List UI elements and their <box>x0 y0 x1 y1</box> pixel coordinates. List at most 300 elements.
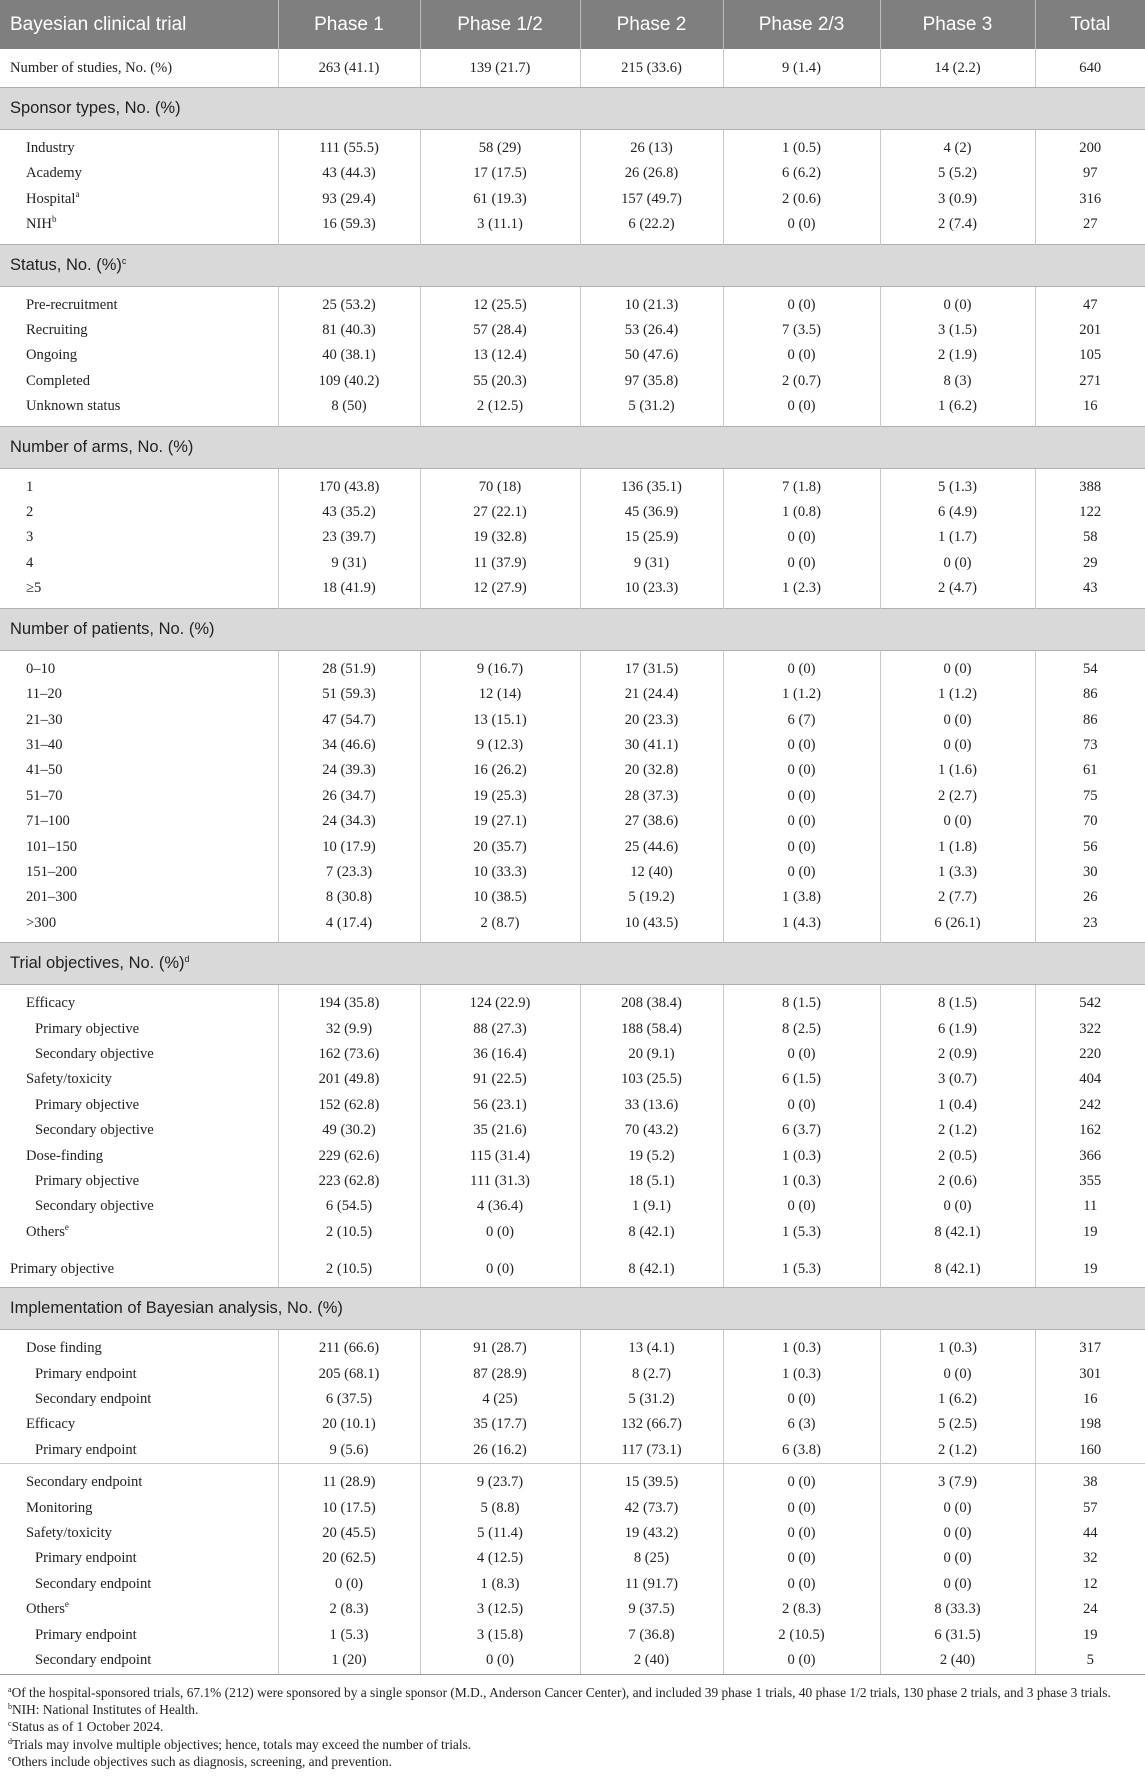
value-cell: 211 (66.6) <box>278 1330 420 1362</box>
value-cell: 7 (23.3) <box>278 860 420 885</box>
row-label-text: 41–50 <box>26 762 63 779</box>
row-label <box>0 1597 278 1622</box>
total-cell: 5 <box>1035 1648 1145 1674</box>
value-cell: 2 (7.4) <box>880 212 1035 244</box>
value-cell: 0 (0) <box>723 1093 880 1118</box>
row-label-text: 11–20 <box>26 686 62 703</box>
value-cell: 10 (38.5) <box>420 885 580 910</box>
value-cell: 9 (1.4) <box>723 49 880 88</box>
value-cell: 2 (0.6) <box>880 1169 1035 1194</box>
value-cell: 26 (26.8) <box>580 161 723 186</box>
value-cell: 13 (4.1) <box>580 1330 723 1362</box>
section-header-row <box>0 608 1145 650</box>
value-cell: 2 (4.7) <box>880 576 1035 608</box>
value-cell: 26 (16.2) <box>420 1438 580 1464</box>
value-cell: 14 (2.2) <box>880 49 1035 88</box>
value-cell: 2 (1.9) <box>880 343 1035 368</box>
value-cell: 0 (0) <box>723 1546 880 1571</box>
value-cell: 8 (1.5) <box>880 985 1035 1017</box>
value-cell: 1 (2.3) <box>723 576 880 608</box>
table-row <box>0 369 1145 394</box>
value-cell: 11 (37.9) <box>420 551 580 576</box>
value-cell: 152 (62.8) <box>278 1093 420 1118</box>
header-cell: Phase 2 <box>580 0 723 49</box>
table-row <box>0 500 1145 525</box>
value-cell: 6 (22.2) <box>580 212 723 244</box>
value-cell: 20 (10.1) <box>278 1412 420 1437</box>
row-label-text: Primary endpoint <box>35 1365 137 1382</box>
value-cell: 208 (38.4) <box>580 985 723 1017</box>
value-cell: 2 (0.7) <box>723 369 880 394</box>
value-cell: 2 (12.5) <box>420 394 580 426</box>
value-cell: 136 (35.1) <box>580 468 723 500</box>
table-row <box>0 733 1145 758</box>
row-label-text: Safety/toxicity <box>26 1525 112 1542</box>
value-cell: 5 (2.5) <box>880 1412 1035 1437</box>
total-cell: 122 <box>1079 504 1102 521</box>
row-label <box>0 551 278 576</box>
row-label-text: Efficacy <box>26 1416 76 1433</box>
table-row <box>0 212 1145 244</box>
value-cell: 91 (22.5) <box>420 1067 580 1092</box>
row-label-text: Academy <box>26 165 82 182</box>
value-cell: 42 (73.7) <box>580 1496 723 1521</box>
value-cell: 6 (37.5) <box>278 1387 420 1412</box>
total-cell: 388 <box>1079 478 1102 495</box>
table-row <box>0 758 1145 783</box>
value-cell: 15 (39.5) <box>580 1464 723 1496</box>
value-cell: 27 (38.6) <box>580 809 723 834</box>
value-cell: 19 (5.2) <box>580 1144 723 1169</box>
header-cell: Bayesian clinical trial <box>0 0 278 49</box>
value-cell: 139 (21.7) <box>420 49 580 88</box>
value-cell: 4 (17.4) <box>278 911 420 943</box>
value-cell: 1 (20) <box>278 1648 420 1674</box>
table-row <box>0 1169 1145 1194</box>
value-cell: 5 (31.2) <box>580 394 723 426</box>
footnote-marker: b <box>51 214 57 225</box>
total-cell: 316 <box>1079 190 1102 207</box>
section-label <box>0 1288 1145 1330</box>
total-cell: 61 <box>1082 762 1098 779</box>
row-label <box>0 1464 278 1496</box>
total-cell: 86 <box>1082 711 1098 728</box>
value-cell: 19 (32.8) <box>420 525 580 550</box>
value-cell: 0 (0) <box>723 286 880 318</box>
value-cell: 1 (0.3) <box>880 1330 1035 1362</box>
total-cell: 29 <box>1082 554 1098 571</box>
row-label <box>0 1623 278 1648</box>
value-cell: 87 (28.9) <box>420 1362 580 1387</box>
value-cell: 0 (0) <box>880 708 1035 733</box>
value-cell: 3 (15.8) <box>420 1623 580 1648</box>
value-cell: 2 (2.7) <box>880 784 1035 809</box>
row-label <box>0 369 278 394</box>
value-cell: 26 (13) <box>580 130 723 162</box>
total-cell: 24 <box>1082 1601 1098 1618</box>
value-cell: 3 (11.1) <box>420 212 580 244</box>
value-cell: 1 (6.2) <box>880 1387 1035 1412</box>
value-cell: 61 (19.3) <box>420 187 580 212</box>
row-label <box>0 1067 278 1092</box>
value-cell: 109 (40.2) <box>278 369 420 394</box>
value-cell: 19 (27.1) <box>420 809 580 834</box>
table-row <box>0 1496 1145 1521</box>
value-cell: 5 (31.2) <box>580 1387 723 1412</box>
value-cell: 0 (0) <box>723 551 880 576</box>
row-label <box>0 885 278 910</box>
footnote-marker: e <box>64 1599 69 1610</box>
row-label-text: Dose-finding <box>26 1147 104 1164</box>
value-cell: 0 (0) <box>723 394 880 426</box>
value-cell: 35 (21.6) <box>420 1118 580 1143</box>
row-label-text: Primary objective <box>35 1020 140 1037</box>
value-cell: 6 (7) <box>723 708 880 733</box>
total-cell: 198 <box>1079 1416 1102 1433</box>
total-cell: 404 <box>1079 1071 1102 1088</box>
value-cell: 88 (27.3) <box>420 1017 580 1042</box>
value-cell: 6 (3) <box>723 1412 880 1437</box>
value-cell: 1 (0.3) <box>723 1330 880 1362</box>
value-cell: 12 (40) <box>580 860 723 885</box>
value-cell: 5 (11.4) <box>420 1521 580 1546</box>
value-cell: 8 (3) <box>880 369 1035 394</box>
value-cell: 24 (39.3) <box>278 758 420 783</box>
row-label-text: 201–300 <box>26 889 78 906</box>
total-cell: 322 <box>1079 1020 1102 1037</box>
section-label <box>0 88 1145 130</box>
value-cell: 5 (8.8) <box>420 1496 580 1521</box>
value-cell: 0 (0) <box>723 1496 880 1521</box>
row-label <box>0 1042 278 1067</box>
value-cell: 3 (1.5) <box>880 318 1035 343</box>
total-cell: 86 <box>1082 686 1098 703</box>
total-cell: 23 <box>1082 914 1098 931</box>
table-row <box>0 394 1145 426</box>
table-row <box>0 784 1145 809</box>
row-label <box>0 1496 278 1521</box>
row-label-text: Hospital <box>26 190 76 207</box>
value-cell: 263 (41.1) <box>278 49 420 88</box>
row-label <box>0 1251 278 1288</box>
value-cell: 81 (40.3) <box>278 318 420 343</box>
row-label <box>0 1546 278 1571</box>
value-cell: 8 (50) <box>278 394 420 426</box>
value-cell: 8 (42.1) <box>880 1251 1035 1288</box>
value-cell: 1 (8.3) <box>420 1572 580 1597</box>
value-cell: 0 (0) <box>880 1194 1035 1219</box>
total-cell: 43 <box>1082 580 1098 597</box>
value-cell: 2 (8.3) <box>278 1597 420 1622</box>
total-cell: 19 <box>1082 1626 1098 1643</box>
value-cell: 97 (35.8) <box>580 369 723 394</box>
value-cell: 9 (12.3) <box>420 733 580 758</box>
value-cell: 1 (5.3) <box>723 1220 880 1251</box>
value-cell: 16 (26.2) <box>420 758 580 783</box>
table-row <box>0 1648 1145 1674</box>
table-row <box>0 318 1145 343</box>
value-cell: 0 (0) <box>723 525 880 550</box>
table-row <box>0 1546 1145 1571</box>
footnote-marker: e <box>8 1754 12 1764</box>
value-cell: 8 (2.7) <box>580 1362 723 1387</box>
value-cell: 6 (3.8) <box>723 1438 880 1464</box>
value-cell: 2 (0.9) <box>880 1042 1035 1067</box>
row-label <box>0 1572 278 1597</box>
value-cell: 205 (68.1) <box>278 1362 420 1387</box>
row-label-text: Industry <box>26 140 75 156</box>
total-cell: 317 <box>1079 1340 1102 1357</box>
value-cell: 9 (31) <box>580 551 723 576</box>
value-cell: 10 (17.5) <box>278 1496 420 1521</box>
value-cell: 10 (21.3) <box>580 286 723 318</box>
value-cell: 0 (0) <box>723 733 880 758</box>
value-cell: 10 (43.5) <box>580 911 723 943</box>
value-cell: 16 (59.3) <box>278 212 420 244</box>
row-label <box>0 187 278 212</box>
row-label-text: Secondary endpoint <box>35 1391 152 1408</box>
value-cell: 0 (0) <box>880 1496 1035 1521</box>
section-label-text: Trial objectives, No. (%) <box>10 954 185 973</box>
row-label <box>0 500 278 525</box>
value-cell: 1 (4.3) <box>723 911 880 943</box>
value-cell: 21 (24.4) <box>580 682 723 707</box>
value-cell: 40 (38.1) <box>278 343 420 368</box>
value-cell: 1 (9.1) <box>580 1194 723 1219</box>
footnote-text: Others include objectives such as diagnosis, screening, and prevention. <box>11 1754 392 1770</box>
table-row <box>0 1194 1145 1219</box>
value-cell: 18 (5.1) <box>580 1169 723 1194</box>
total-cell: 11 <box>1083 1198 1098 1215</box>
value-cell: 0 (0) <box>880 286 1035 318</box>
row-label-text: 1 <box>26 478 34 495</box>
row-label-text: 4 <box>26 554 34 571</box>
value-cell: 132 (66.7) <box>580 1412 723 1437</box>
value-cell: 3 (7.9) <box>880 1464 1035 1496</box>
section-label-text: Implementation of Bayesian analysis, No. (%) <box>10 1299 343 1318</box>
value-cell: 4 (12.5) <box>420 1546 580 1571</box>
footnote-marker: e <box>64 1221 69 1232</box>
value-cell: 0 (0) <box>723 835 880 860</box>
value-cell: 229 (62.6) <box>278 1144 420 1169</box>
table-row <box>0 187 1145 212</box>
total-cell: 56 <box>1082 838 1098 855</box>
value-cell: 2 (10.5) <box>278 1220 420 1251</box>
value-cell: 0 (0) <box>880 1362 1035 1387</box>
table-row <box>0 551 1145 576</box>
row-label-text: Number of studies, No. (%) <box>10 60 173 76</box>
value-cell: 0 (0) <box>723 809 880 834</box>
value-cell: 57 (28.4) <box>420 318 580 343</box>
value-cell: 12 (25.5) <box>420 286 580 318</box>
value-cell: 157 (49.7) <box>580 187 723 212</box>
row-label-text: Unknown status <box>26 398 121 415</box>
value-cell: 2 (40) <box>580 1648 723 1674</box>
value-cell: 6 (31.5) <box>880 1623 1035 1648</box>
row-label <box>0 733 278 758</box>
footnote-marker: a <box>8 1684 12 1694</box>
value-cell: 70 (43.2) <box>580 1118 723 1143</box>
total-cell: 44 <box>1082 1525 1098 1542</box>
row-label <box>0 161 278 186</box>
row-label-text: Secondary objective <box>35 1045 154 1062</box>
value-cell: 91 (28.7) <box>420 1330 580 1362</box>
value-cell: 2 (10.5) <box>723 1623 880 1648</box>
table-row <box>0 708 1145 733</box>
value-cell: 55 (20.3) <box>420 369 580 394</box>
row-label-text: Primary endpoint <box>35 1550 137 1567</box>
total-cell: 200 <box>1079 140 1102 156</box>
value-cell: 0 (0) <box>420 1251 580 1288</box>
table-row <box>0 1438 1145 1464</box>
row-label-text: NIH <box>26 216 52 233</box>
table-row <box>0 130 1145 162</box>
value-cell: 8 (1.5) <box>723 985 880 1017</box>
total-cell: 54 <box>1082 660 1098 677</box>
value-cell: 4 (25) <box>420 1387 580 1412</box>
total-cell: 38 <box>1082 1474 1098 1491</box>
value-cell: 8 (42.1) <box>880 1220 1035 1251</box>
row-label <box>0 1169 278 1194</box>
total-cell: 32 <box>1082 1550 1098 1567</box>
value-cell: 6 (3.7) <box>723 1118 880 1143</box>
value-cell: 24 (34.3) <box>278 809 420 834</box>
value-cell: 5 (5.2) <box>880 161 1035 186</box>
row-label-text: 2 <box>26 504 34 521</box>
row-label <box>0 682 278 707</box>
value-cell: 0 (0) <box>880 551 1035 576</box>
section-label-text: Number of patients, No. (%) <box>10 619 215 638</box>
footnote <box>8 1753 1137 1770</box>
row-label-text: 21–30 <box>26 711 63 728</box>
section-label-text: Number of arms, No. (%) <box>10 437 194 456</box>
total-cell: 58 <box>1082 529 1098 546</box>
value-cell: 53 (26.4) <box>580 318 723 343</box>
value-cell: 9 (31) <box>278 551 420 576</box>
row-label-text: Primary objective <box>10 1261 115 1278</box>
row-label-text: 151–200 <box>26 863 78 880</box>
section-header-row <box>0 88 1145 130</box>
total-cell: 47 <box>1082 296 1098 313</box>
row-label <box>0 911 278 943</box>
value-cell: 20 (32.8) <box>580 758 723 783</box>
value-cell: 49 (30.2) <box>278 1118 420 1143</box>
row-label-text: >300 <box>26 914 57 931</box>
row-label-text: Primary endpoint <box>35 1441 137 1458</box>
value-cell: 10 (23.3) <box>580 576 723 608</box>
value-cell: 7 (3.5) <box>723 318 880 343</box>
row-label <box>0 576 278 608</box>
value-cell: 117 (73.1) <box>580 1438 723 1464</box>
value-cell: 28 (51.9) <box>278 650 420 682</box>
table-row <box>0 161 1145 186</box>
value-cell: 6 (4.9) <box>880 500 1035 525</box>
total-cell: 73 <box>1082 736 1098 753</box>
value-cell: 15 (25.9) <box>580 525 723 550</box>
value-cell: 11 (28.9) <box>278 1464 420 1496</box>
value-cell: 6 (26.1) <box>880 911 1035 943</box>
value-cell: 8 (42.1) <box>580 1251 723 1288</box>
value-cell: 194 (35.8) <box>278 985 420 1017</box>
value-cell: 124 (22.9) <box>420 985 580 1017</box>
row-label <box>0 809 278 834</box>
table-row <box>0 1251 1145 1288</box>
value-cell: 56 (23.1) <box>420 1093 580 1118</box>
value-cell: 13 (12.4) <box>420 343 580 368</box>
value-cell: 0 (0) <box>723 1387 880 1412</box>
value-cell: 8 (25) <box>580 1546 723 1571</box>
table-row <box>0 682 1145 707</box>
section-header-row <box>0 943 1145 985</box>
value-cell: 0 (0) <box>723 1572 880 1597</box>
value-cell: 0 (0) <box>420 1220 580 1251</box>
row-label <box>0 1194 278 1219</box>
value-cell: 58 (29) <box>420 130 580 162</box>
value-cell: 0 (0) <box>723 860 880 885</box>
value-cell: 8 (42.1) <box>580 1220 723 1251</box>
row-label <box>0 130 278 162</box>
footnote <box>8 1684 1137 1701</box>
value-cell: 36 (16.4) <box>420 1042 580 1067</box>
header-cell: Total <box>1035 0 1145 49</box>
row-label-text: Secondary endpoint <box>35 1652 152 1669</box>
table-row <box>0 1623 1145 1648</box>
value-cell: 215 (33.6) <box>580 49 723 88</box>
row-label-text: 51–70 <box>26 787 63 804</box>
table-row <box>0 885 1145 910</box>
table-row <box>0 1572 1145 1597</box>
value-cell: 18 (41.9) <box>278 576 420 608</box>
summary-row <box>0 49 1145 88</box>
table-row <box>0 1220 1145 1251</box>
table-row <box>0 1464 1145 1496</box>
value-cell: 0 (0) <box>723 1464 880 1496</box>
table-row <box>0 1387 1145 1412</box>
total-cell: 30 <box>1082 863 1098 880</box>
value-cell: 170 (43.8) <box>278 468 420 500</box>
value-cell: 20 (23.3) <box>580 708 723 733</box>
value-cell: 43 (44.3) <box>278 161 420 186</box>
value-cell: 0 (0) <box>278 1572 420 1597</box>
value-cell: 93 (29.4) <box>278 187 420 212</box>
value-cell: 1 (0.3) <box>723 1144 880 1169</box>
section-label <box>0 426 1145 468</box>
section-header-row <box>0 426 1145 468</box>
value-cell: 17 (31.5) <box>580 650 723 682</box>
value-cell: 2 (7.7) <box>880 885 1035 910</box>
value-cell: 17 (17.5) <box>420 161 580 186</box>
table-row <box>0 468 1145 500</box>
row-label <box>0 394 278 426</box>
value-cell: 103 (25.5) <box>580 1067 723 1092</box>
value-cell: 3 (0.7) <box>880 1067 1035 1092</box>
row-label-text: Others <box>26 1223 65 1240</box>
total-cell: 640 <box>1035 49 1145 88</box>
value-cell: 0 (0) <box>880 733 1035 758</box>
header-cell: Phase 1/2 <box>420 0 580 49</box>
value-cell: 26 (34.7) <box>278 784 420 809</box>
table-row <box>0 1412 1145 1437</box>
value-cell: 51 (59.3) <box>278 682 420 707</box>
row-label-text: Others <box>26 1601 65 1618</box>
value-cell: 20 (45.5) <box>278 1521 420 1546</box>
value-cell: 35 (17.7) <box>420 1412 580 1437</box>
value-cell: 2 (0.6) <box>723 187 880 212</box>
row-label <box>0 708 278 733</box>
value-cell: 1 (6.2) <box>880 394 1035 426</box>
total-cell: 242 <box>1079 1096 1102 1113</box>
value-cell: 3 (0.9) <box>880 187 1035 212</box>
